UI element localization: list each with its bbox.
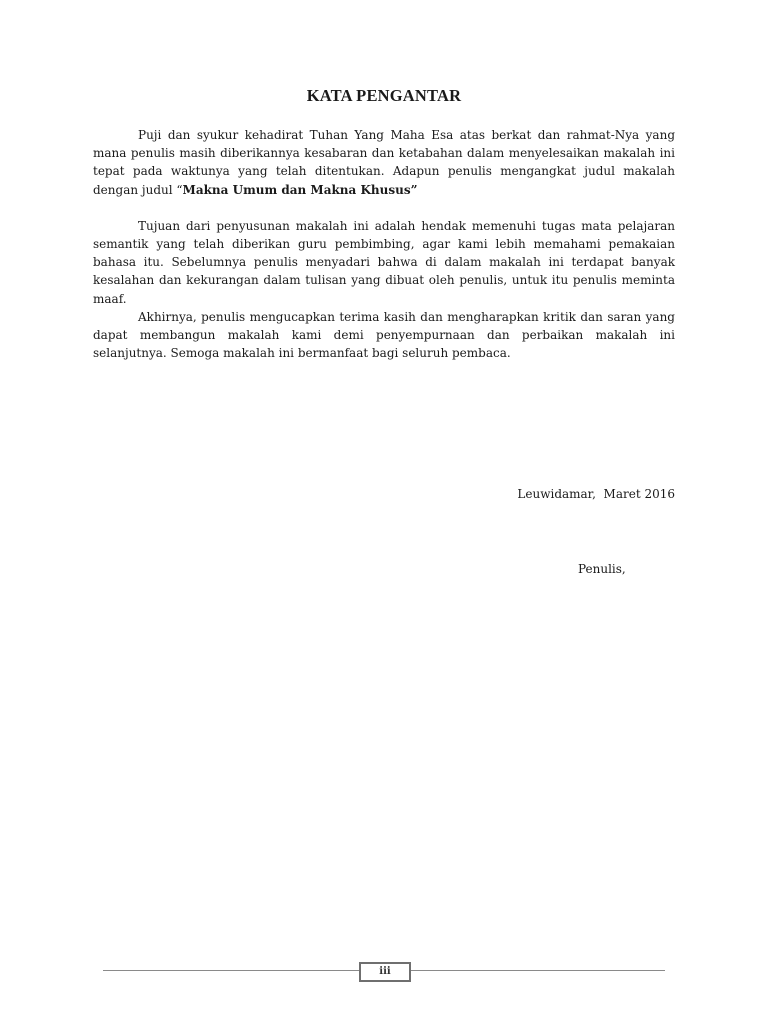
body-text xyxy=(93,126,675,362)
author-label: Penulis, xyxy=(578,562,626,576)
place-date: Leuwidamar, Maret 2016 xyxy=(517,487,675,501)
page-title: KATA PENGANTAR xyxy=(306,86,462,105)
paragraph-1 xyxy=(93,126,675,199)
paragraph-3: Akhirnya, penulis mengucapkan terima kasih dan mengharapkan kritik dan saran yang dapat membangun makalah kami demi penyempurnaan dan perbaikan makalah ini selanjutnya. Semoga makalah ini bermanfaat bagi seluruh pembaca. xyxy=(93,309,675,361)
paper-title-bold: Makna Umum dan Makna Khusus xyxy=(182,182,411,197)
page-number: iii xyxy=(359,962,411,982)
closing-quote: ” xyxy=(410,182,418,197)
paragraph-1-text: Puji dan syukur kehadirat Tuhan Yang Maha Esa atas berkat dan rahmat-Nya yang mana penulis masih diberikannya kesabaran dan ketabahan dalam menyelesaikan makalah ini tepat pada waktunya yang telah ditentukan. Adapun penulis mengangkat judul makalah dengan judul “ xyxy=(93,128,675,197)
paragraph-2: Tujuan dari penyusunan makalah ini adalah hendak memenuhi tugas mata pelajaran semantik yang telah diberikan guru pembimbing, agar kami lebih memahami pemakaian bahasa itu. Sebelumnya penulis menyadari bahwa di dalam makalah ini terdapat banyak kesalahan dan kekurangan dalam tulisan yang dibuat oleh penulis, untuk itu penulis meminta maaf. xyxy=(93,218,675,306)
